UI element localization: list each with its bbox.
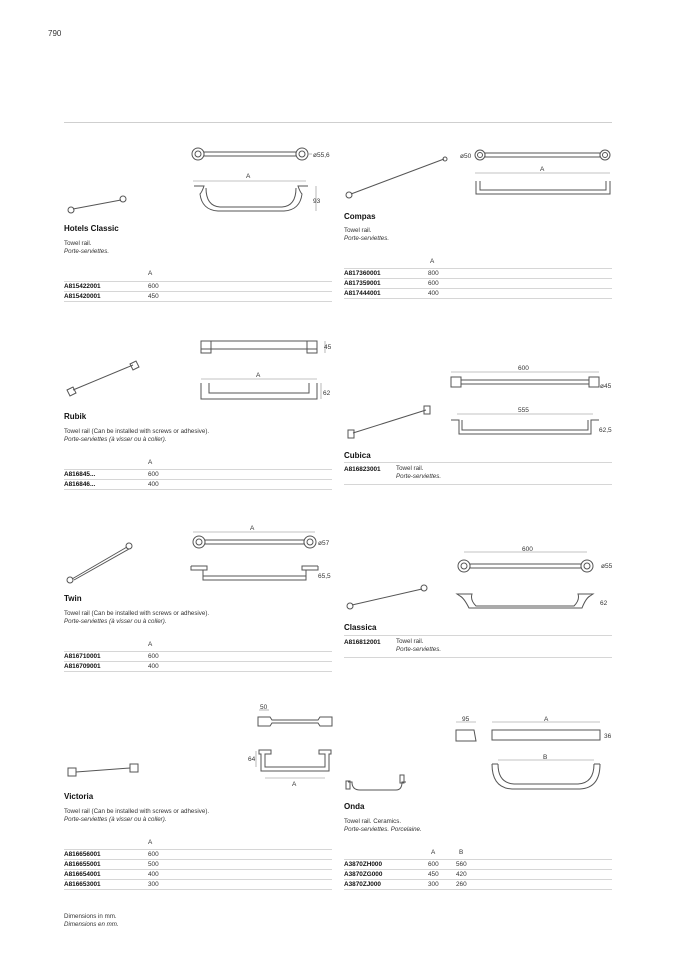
table-cell-code: A3870ZH000 bbox=[344, 861, 383, 868]
hotels-classic-desc-en: Towel rail. bbox=[64, 240, 92, 247]
table-cell-a: 600 bbox=[148, 653, 159, 660]
twin-title: Twin bbox=[64, 594, 82, 603]
twin-desc-en: Towel rail (Can be installed with screws or adhesive). bbox=[64, 610, 210, 617]
twin-table bbox=[64, 651, 332, 672]
onda-drawing bbox=[452, 712, 616, 796]
table-cell-code: A3870ZJ000 bbox=[344, 881, 381, 888]
table-cell-code: A815422001 bbox=[64, 283, 101, 290]
table-row bbox=[64, 880, 332, 890]
onda-title: Onda bbox=[344, 802, 365, 811]
table-row bbox=[64, 292, 332, 302]
rubik-title: Rubik bbox=[64, 412, 87, 421]
hotels-classic-desc-fr: Porte-serviettes. bbox=[64, 248, 110, 256]
table-cell-b: 560 bbox=[456, 861, 467, 868]
onda-col-b: B bbox=[459, 849, 464, 856]
table-row bbox=[344, 279, 612, 289]
footer-note bbox=[64, 913, 119, 929]
classica-width-dim: 600 bbox=[522, 546, 533, 553]
table-cell-code: A816845... bbox=[64, 471, 96, 478]
cubica-inner-dim: 555 bbox=[518, 407, 529, 414]
onda-a-dim: A bbox=[544, 716, 549, 723]
rubik-desc-en: Towel rail (Can be installed with screws or adhesive). bbox=[64, 428, 210, 435]
victoria-desc-fr: Porte-serviettes (à visser ou à coller). bbox=[64, 816, 167, 824]
compas-table bbox=[344, 268, 612, 299]
onda-col-a: A bbox=[431, 849, 436, 856]
victoria-desc-en: Towel rail (Can be installed with screws or adhesive). bbox=[64, 808, 210, 815]
hotels-classic-diameter-dim: ø55,6 bbox=[313, 152, 330, 159]
compas-title: Compas bbox=[344, 212, 376, 221]
classica-desc-fr: Porte-serviettes. bbox=[396, 646, 442, 654]
cubica-desc-fr: Porte-serviettes. bbox=[396, 473, 442, 481]
rubik-col-a: A bbox=[148, 459, 153, 466]
twin-col-a: A bbox=[148, 641, 153, 648]
classica-photo bbox=[344, 582, 430, 612]
table-row bbox=[344, 636, 612, 658]
classica-table bbox=[344, 635, 612, 658]
table-cell-a: 400 bbox=[148, 481, 159, 488]
hotels-classic-depth-dim: 93 bbox=[313, 198, 321, 205]
victoria-drawing bbox=[246, 702, 342, 790]
twin-diameter-dim: ø57 bbox=[318, 540, 330, 547]
hotels-classic-a-dim: A bbox=[246, 173, 251, 180]
victoria-col-a: A bbox=[148, 839, 153, 846]
table-cell-b: 420 bbox=[456, 871, 467, 878]
table-row bbox=[64, 470, 332, 480]
table-cell-a: 400 bbox=[428, 290, 439, 297]
victoria-description bbox=[64, 808, 209, 825]
table-cell-code: A3870ZG000 bbox=[344, 871, 383, 878]
table-cell-a: 800 bbox=[428, 270, 439, 277]
table-cell-code: A816653001 bbox=[64, 881, 101, 888]
table-cell-a: 600 bbox=[428, 280, 439, 287]
table-cell-a: 600 bbox=[148, 283, 159, 290]
table-cell-a: 600 bbox=[428, 861, 439, 868]
table-cell-code: A816709001 bbox=[64, 663, 101, 670]
table-row bbox=[344, 860, 612, 870]
table-cell-code: A816823001 bbox=[344, 466, 381, 473]
table-row bbox=[344, 269, 612, 279]
victoria-width-dim: 50 bbox=[260, 704, 268, 711]
hotels-classic-drawing bbox=[188, 144, 328, 216]
onda-width-dim: 95 bbox=[462, 716, 470, 723]
compas-description bbox=[344, 227, 389, 244]
twin-photo bbox=[64, 540, 136, 586]
table-row bbox=[64, 282, 332, 292]
onda-photo bbox=[344, 770, 408, 794]
classica-desc-en: Towel rail. bbox=[396, 638, 424, 645]
cubica-photo bbox=[344, 404, 436, 440]
rubik-description bbox=[64, 428, 209, 445]
page-number: 790 bbox=[48, 29, 62, 38]
table-cell-code: A816846... bbox=[64, 481, 96, 488]
table-cell-a: 300 bbox=[148, 881, 159, 888]
cubica-description bbox=[396, 465, 441, 484]
classica-title: Classica bbox=[344, 623, 377, 632]
cubica-diameter-dim: ø45 bbox=[600, 383, 612, 390]
twin-depth-dim: 65,5 bbox=[318, 573, 331, 580]
twin-drawing bbox=[188, 522, 334, 586]
compas-drawing bbox=[460, 146, 616, 198]
footer-note-fr: Dimensions en mm. bbox=[64, 921, 119, 928]
table-row bbox=[344, 463, 612, 485]
table-cell-a: 600 bbox=[148, 471, 159, 478]
onda-desc-en: Towel rail. Ceramics. bbox=[344, 818, 402, 825]
hotels-classic-col-a: A bbox=[148, 270, 153, 277]
table-cell-a: 450 bbox=[428, 871, 439, 878]
rubik-depth-dim: 62 bbox=[323, 390, 331, 397]
table-cell-code: A817444001 bbox=[344, 290, 381, 297]
table-row bbox=[64, 850, 332, 860]
compas-diameter-dim: ø50 bbox=[460, 153, 472, 160]
table-cell-code: A816812001 bbox=[344, 639, 381, 646]
table-cell-a: 600 bbox=[148, 851, 159, 858]
cubica-desc-en: Towel rail. bbox=[396, 465, 424, 472]
table-cell-code: A816654001 bbox=[64, 871, 101, 878]
cubica-drawing bbox=[446, 362, 614, 440]
rubik-desc-fr: Porte-serviettes (à visser ou à coller). bbox=[64, 436, 167, 444]
compas-desc-en: Towel rail. bbox=[344, 227, 372, 234]
compas-col-a: A bbox=[430, 258, 435, 265]
twin-description bbox=[64, 610, 209, 627]
top-divider bbox=[64, 122, 612, 123]
victoria-table bbox=[64, 849, 332, 890]
onda-table bbox=[344, 859, 612, 890]
classica-depth-dim: 62 bbox=[600, 600, 608, 607]
table-row bbox=[64, 480, 332, 490]
table-row bbox=[344, 289, 612, 299]
table-cell-code: A816710001 bbox=[64, 653, 101, 660]
victoria-a-dim: A bbox=[292, 781, 297, 788]
table-cell-code: A816655001 bbox=[64, 861, 101, 868]
compas-desc-fr: Porte-serviettes. bbox=[344, 235, 390, 243]
table-row bbox=[64, 870, 332, 880]
hotels-classic-photo bbox=[64, 190, 134, 218]
victoria-photo bbox=[64, 762, 142, 780]
table-cell-b: 260 bbox=[456, 881, 467, 888]
footer-note-en: Dimensions in mm. bbox=[64, 913, 117, 920]
classica-diameter-dim: ø55 bbox=[601, 563, 613, 570]
rubik-a-dim: A bbox=[256, 372, 261, 379]
classica-description bbox=[396, 638, 441, 657]
hotels-classic-description bbox=[64, 240, 109, 257]
rubik-height-dim: 45 bbox=[324, 344, 332, 351]
table-cell-code: A815420001 bbox=[64, 293, 101, 300]
table-row bbox=[344, 870, 612, 880]
table-cell-a: 400 bbox=[148, 663, 159, 670]
rubik-photo bbox=[64, 360, 140, 398]
onda-b-dim: B bbox=[543, 754, 548, 761]
table-cell-a: 300 bbox=[428, 881, 439, 888]
hotels-classic-table bbox=[64, 281, 332, 302]
table-cell-a: 400 bbox=[148, 871, 159, 878]
table-cell-a: 500 bbox=[148, 861, 159, 868]
table-row bbox=[344, 880, 612, 890]
onda-description bbox=[344, 818, 422, 835]
rubik-drawing bbox=[198, 338, 338, 404]
table-row bbox=[64, 652, 332, 662]
hotels-classic-title: Hotels Classic bbox=[64, 224, 119, 233]
compas-a-dim: A bbox=[540, 166, 545, 173]
table-cell-code: A816656001 bbox=[64, 851, 101, 858]
victoria-title: Victoria bbox=[64, 792, 94, 801]
onda-height-dim: 36 bbox=[604, 733, 612, 740]
victoria-depth-dim: 64 bbox=[248, 756, 256, 763]
cubica-table bbox=[344, 462, 612, 485]
classica-drawing bbox=[452, 544, 616, 614]
rubik-table bbox=[64, 469, 332, 490]
table-cell-code: A817360001 bbox=[344, 270, 381, 277]
table-cell-code: A817359001 bbox=[344, 280, 381, 287]
twin-a-dim: A bbox=[250, 525, 255, 532]
table-row bbox=[64, 662, 332, 672]
twin-desc-fr: Porte-serviettes (à visser ou à coller). bbox=[64, 618, 167, 626]
cubica-title: Cubica bbox=[344, 451, 371, 460]
table-cell-a: 450 bbox=[148, 293, 159, 300]
cubica-depth-dim: 62,5 bbox=[599, 427, 612, 434]
compas-photo bbox=[344, 156, 450, 200]
cubica-width-dim: 600 bbox=[518, 365, 529, 372]
onda-desc-fr: Porte-serviettes. Porcelaine. bbox=[344, 826, 422, 834]
table-row bbox=[64, 860, 332, 870]
